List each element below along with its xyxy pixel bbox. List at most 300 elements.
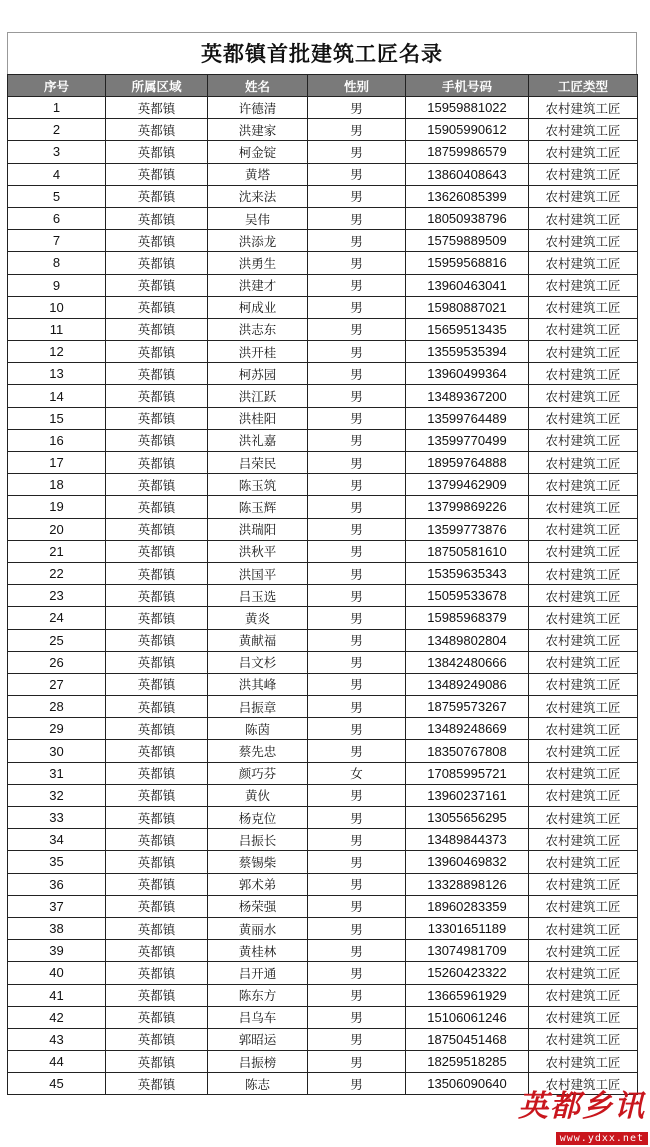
cell-name: 吕文杉 <box>208 651 308 673</box>
cell-name: 蔡锡柴 <box>208 851 308 873</box>
cell-gender: 男 <box>308 940 406 962</box>
table-row <box>8 607 638 629</box>
cell-phone: 18259518285 <box>406 1051 529 1073</box>
cell-name: 洪国平 <box>208 562 308 584</box>
cell-region: 英都镇 <box>106 962 208 984</box>
cell-type: 农村建筑工匠 <box>529 429 638 451</box>
cell-phone: 18350767808 <box>406 740 529 762</box>
cell-index: 14 <box>8 385 106 407</box>
table-row <box>8 851 638 873</box>
cell-phone: 15959881022 <box>406 97 529 119</box>
cell-type: 农村建筑工匠 <box>529 385 638 407</box>
cell-region: 英都镇 <box>106 762 208 784</box>
cell-gender: 男 <box>308 452 406 474</box>
cell-index: 26 <box>8 651 106 673</box>
cell-name: 黄献福 <box>208 629 308 651</box>
cell-region: 英都镇 <box>106 540 208 562</box>
table-row <box>8 718 638 740</box>
table-row <box>8 385 638 407</box>
cell-phone: 15905990612 <box>406 119 529 141</box>
cell-phone: 13960237161 <box>406 784 529 806</box>
cell-phone: 13489249086 <box>406 673 529 695</box>
cell-region: 英都镇 <box>106 562 208 584</box>
watermark <box>502 1081 650 1147</box>
cell-index: 40 <box>8 962 106 984</box>
cell-index: 41 <box>8 984 106 1006</box>
table-row <box>8 363 638 385</box>
cell-region: 英都镇 <box>106 207 208 229</box>
cell-name: 吕乌车 <box>208 1006 308 1028</box>
cell-gender: 男 <box>308 163 406 185</box>
cell-name: 黄丽水 <box>208 917 308 939</box>
cell-phone: 13960499364 <box>406 363 529 385</box>
cell-index: 17 <box>8 452 106 474</box>
cell-gender: 男 <box>308 474 406 496</box>
cell-index: 8 <box>8 252 106 274</box>
cell-name: 洪志东 <box>208 318 308 340</box>
cell-phone: 13599764489 <box>406 407 529 429</box>
table-row <box>8 185 638 207</box>
cell-name: 颜巧芬 <box>208 762 308 784</box>
cell-index: 38 <box>8 917 106 939</box>
table-row <box>8 673 638 695</box>
cell-gender: 男 <box>308 252 406 274</box>
cell-name: 杨荣强 <box>208 895 308 917</box>
table-row <box>8 163 638 185</box>
cell-gender: 男 <box>308 807 406 829</box>
cell-gender: 女 <box>308 762 406 784</box>
cell-name: 黄塔 <box>208 163 308 185</box>
table-row <box>8 1051 638 1073</box>
cell-type: 农村建筑工匠 <box>529 318 638 340</box>
table-row <box>8 762 638 784</box>
document-title: 英都镇首批建筑工匠名录 <box>7 32 637 74</box>
cell-index: 31 <box>8 762 106 784</box>
cell-region: 英都镇 <box>106 385 208 407</box>
cell-phone: 13074981709 <box>406 940 529 962</box>
cell-type: 农村建筑工匠 <box>529 962 638 984</box>
cell-name: 黄伙 <box>208 784 308 806</box>
cell-phone: 15985968379 <box>406 607 529 629</box>
cell-name: 洪江跃 <box>208 385 308 407</box>
cell-region: 英都镇 <box>106 784 208 806</box>
cell-phone: 13489248669 <box>406 718 529 740</box>
cell-gender: 男 <box>308 1006 406 1028</box>
cell-name: 吕玉选 <box>208 585 308 607</box>
cell-index: 36 <box>8 873 106 895</box>
cell-index: 19 <box>8 496 106 518</box>
cell-region: 英都镇 <box>106 97 208 119</box>
cell-name: 洪开桂 <box>208 341 308 363</box>
cell-gender: 男 <box>308 429 406 451</box>
cell-region: 英都镇 <box>106 518 208 540</box>
cell-gender: 男 <box>308 1073 406 1095</box>
table-row <box>8 474 638 496</box>
watermark-url: www.ydxx.net <box>556 1132 648 1145</box>
table-row <box>8 296 638 318</box>
table-row <box>8 429 638 451</box>
cell-region: 英都镇 <box>106 141 208 163</box>
cell-index: 39 <box>8 940 106 962</box>
cell-region: 英都镇 <box>106 296 208 318</box>
table-row <box>8 807 638 829</box>
cell-region: 英都镇 <box>106 696 208 718</box>
cell-name: 黄炎 <box>208 607 308 629</box>
cell-gender: 男 <box>308 274 406 296</box>
cell-index: 29 <box>8 718 106 740</box>
column-header-type: 工匠类型 <box>529 75 638 97</box>
cell-index: 44 <box>8 1051 106 1073</box>
table-row <box>8 540 638 562</box>
table-row <box>8 651 638 673</box>
cell-phone: 15959568816 <box>406 252 529 274</box>
cell-type: 农村建筑工匠 <box>529 940 638 962</box>
cell-region: 英都镇 <box>106 318 208 340</box>
cell-name: 洪添龙 <box>208 230 308 252</box>
table-row <box>8 696 638 718</box>
cell-gender: 男 <box>308 673 406 695</box>
cell-type: 农村建筑工匠 <box>529 230 638 252</box>
cell-name: 柯金锭 <box>208 141 308 163</box>
cell-name: 杨克位 <box>208 807 308 829</box>
cell-region: 英都镇 <box>106 940 208 962</box>
cell-gender: 男 <box>308 141 406 163</box>
cell-type: 农村建筑工匠 <box>529 585 638 607</box>
cell-region: 英都镇 <box>106 873 208 895</box>
cell-type: 农村建筑工匠 <box>529 1051 638 1073</box>
table-row <box>8 97 638 119</box>
cell-index: 2 <box>8 119 106 141</box>
cell-name: 郭术弟 <box>208 873 308 895</box>
cell-region: 英都镇 <box>106 607 208 629</box>
cell-region: 英都镇 <box>106 1028 208 1050</box>
column-header-name: 姓名 <box>208 75 308 97</box>
table-row <box>8 984 638 1006</box>
cell-index: 24 <box>8 607 106 629</box>
table-row <box>8 740 638 762</box>
cell-region: 英都镇 <box>106 363 208 385</box>
cell-region: 英都镇 <box>106 474 208 496</box>
cell-phone: 13842480666 <box>406 651 529 673</box>
cell-gender: 男 <box>308 185 406 207</box>
cell-phone: 18960283359 <box>406 895 529 917</box>
cell-index: 34 <box>8 829 106 851</box>
cell-name: 洪其峰 <box>208 673 308 695</box>
cell-index: 30 <box>8 740 106 762</box>
cell-type: 农村建筑工匠 <box>529 496 638 518</box>
cell-gender: 男 <box>308 207 406 229</box>
cell-region: 英都镇 <box>106 341 208 363</box>
cell-type: 农村建筑工匠 <box>529 296 638 318</box>
cell-gender: 男 <box>308 962 406 984</box>
cell-type: 农村建筑工匠 <box>529 740 638 762</box>
cell-gender: 男 <box>308 562 406 584</box>
cell-name: 吕振章 <box>208 696 308 718</box>
watermark-text: 英都乡讯 <box>518 1089 646 1124</box>
cell-region: 英都镇 <box>106 673 208 695</box>
cell-phone: 13860408643 <box>406 163 529 185</box>
cell-name: 陈东方 <box>208 984 308 1006</box>
cell-index: 6 <box>8 207 106 229</box>
cell-type: 农村建筑工匠 <box>529 784 638 806</box>
cell-gender: 男 <box>308 518 406 540</box>
cell-name: 洪建才 <box>208 274 308 296</box>
cell-name: 吕振长 <box>208 829 308 851</box>
cell-index: 11 <box>8 318 106 340</box>
cell-phone: 13301651189 <box>406 917 529 939</box>
cell-type: 农村建筑工匠 <box>529 807 638 829</box>
cell-region: 英都镇 <box>106 1006 208 1028</box>
table-row <box>8 784 638 806</box>
cell-index: 15 <box>8 407 106 429</box>
cell-region: 英都镇 <box>106 496 208 518</box>
cell-index: 3 <box>8 141 106 163</box>
cell-phone: 13328898126 <box>406 873 529 895</box>
cell-phone: 13489802804 <box>406 629 529 651</box>
cell-phone: 13960463041 <box>406 274 529 296</box>
cell-region: 英都镇 <box>106 452 208 474</box>
cell-type: 农村建筑工匠 <box>529 407 638 429</box>
cell-type: 农村建筑工匠 <box>529 1028 638 1050</box>
cell-gender: 男 <box>308 917 406 939</box>
cell-gender: 男 <box>308 407 406 429</box>
cell-index: 32 <box>8 784 106 806</box>
cell-phone: 13506090640 <box>406 1073 529 1095</box>
cell-phone: 13960469832 <box>406 851 529 873</box>
table-row <box>8 873 638 895</box>
cell-type: 农村建筑工匠 <box>529 163 638 185</box>
cell-gender: 男 <box>308 851 406 873</box>
cell-region: 英都镇 <box>106 274 208 296</box>
table-row <box>8 318 638 340</box>
cell-name: 沈来法 <box>208 185 308 207</box>
cell-name: 洪建家 <box>208 119 308 141</box>
cell-region: 英都镇 <box>106 429 208 451</box>
cell-index: 13 <box>8 363 106 385</box>
cell-gender: 男 <box>308 496 406 518</box>
cell-gender: 男 <box>308 829 406 851</box>
cell-phone: 13626085399 <box>406 185 529 207</box>
cell-gender: 男 <box>308 696 406 718</box>
table-row <box>8 940 638 962</box>
cell-index: 22 <box>8 562 106 584</box>
cell-region: 英都镇 <box>106 718 208 740</box>
cell-type: 农村建筑工匠 <box>529 518 638 540</box>
cell-phone: 13665961929 <box>406 984 529 1006</box>
cell-type: 农村建筑工匠 <box>529 252 638 274</box>
cell-gender: 男 <box>308 540 406 562</box>
table-row <box>8 207 638 229</box>
cell-type: 农村建筑工匠 <box>529 474 638 496</box>
cell-index: 33 <box>8 807 106 829</box>
table-body <box>8 97 638 1095</box>
cell-region: 英都镇 <box>106 230 208 252</box>
table-row <box>8 452 638 474</box>
cell-type: 农村建筑工匠 <box>529 141 638 163</box>
cell-gender: 男 <box>308 296 406 318</box>
artisan-table <box>7 74 638 1095</box>
cell-type: 农村建筑工匠 <box>529 97 638 119</box>
cell-gender: 男 <box>308 97 406 119</box>
cell-phone: 15359635343 <box>406 562 529 584</box>
cell-type: 农村建筑工匠 <box>529 540 638 562</box>
cell-index: 10 <box>8 296 106 318</box>
cell-name: 许德清 <box>208 97 308 119</box>
table-row <box>8 141 638 163</box>
cell-type: 农村建筑工匠 <box>529 718 638 740</box>
cell-type: 农村建筑工匠 <box>529 984 638 1006</box>
cell-gender: 男 <box>308 873 406 895</box>
cell-name: 陈玉筑 <box>208 474 308 496</box>
cell-gender: 男 <box>308 895 406 917</box>
cell-gender: 男 <box>308 119 406 141</box>
cell-name: 郭昭运 <box>208 1028 308 1050</box>
cell-region: 英都镇 <box>106 807 208 829</box>
cell-index: 25 <box>8 629 106 651</box>
cell-index: 27 <box>8 673 106 695</box>
cell-phone: 15106061246 <box>406 1006 529 1028</box>
cell-phone: 18750581610 <box>406 540 529 562</box>
cell-phone: 15659513435 <box>406 318 529 340</box>
cell-index: 18 <box>8 474 106 496</box>
cell-type: 农村建筑工匠 <box>529 873 638 895</box>
cell-gender: 男 <box>308 363 406 385</box>
cell-phone: 13599773876 <box>406 518 529 540</box>
cell-region: 英都镇 <box>106 1051 208 1073</box>
table-row <box>8 829 638 851</box>
cell-index: 12 <box>8 341 106 363</box>
cell-region: 英都镇 <box>106 163 208 185</box>
cell-region: 英都镇 <box>106 185 208 207</box>
cell-index: 21 <box>8 540 106 562</box>
cell-region: 英都镇 <box>106 585 208 607</box>
cell-index: 43 <box>8 1028 106 1050</box>
cell-type: 农村建筑工匠 <box>529 673 638 695</box>
cell-region: 英都镇 <box>106 851 208 873</box>
cell-gender: 男 <box>308 385 406 407</box>
table-row <box>8 518 638 540</box>
cell-type: 农村建筑工匠 <box>529 1073 638 1095</box>
table-row <box>8 1006 638 1028</box>
table-row <box>8 585 638 607</box>
cell-phone: 15759889509 <box>406 230 529 252</box>
column-header-region: 所属区域 <box>106 75 208 97</box>
table-row <box>8 962 638 984</box>
cell-name: 洪桂阳 <box>208 407 308 429</box>
cell-name: 陈茵 <box>208 718 308 740</box>
cell-name: 陈玉辉 <box>208 496 308 518</box>
column-header-gender: 性别 <box>308 75 406 97</box>
table-header-row <box>8 75 638 97</box>
cell-name: 吕振榜 <box>208 1051 308 1073</box>
cell-type: 农村建筑工匠 <box>529 607 638 629</box>
cell-phone: 13489367200 <box>406 385 529 407</box>
cell-index: 42 <box>8 1006 106 1028</box>
cell-gender: 男 <box>308 740 406 762</box>
cell-phone: 13559535394 <box>406 341 529 363</box>
cell-phone: 18750451468 <box>406 1028 529 1050</box>
cell-index: 7 <box>8 230 106 252</box>
table-row <box>8 895 638 917</box>
cell-index: 20 <box>8 518 106 540</box>
cell-type: 农村建筑工匠 <box>529 829 638 851</box>
cell-phone: 18050938796 <box>406 207 529 229</box>
table-row <box>8 917 638 939</box>
cell-name: 黄桂林 <box>208 940 308 962</box>
cell-type: 农村建筑工匠 <box>529 562 638 584</box>
cell-phone: 18759573267 <box>406 696 529 718</box>
cell-index: 4 <box>8 163 106 185</box>
cell-phone: 13599770499 <box>406 429 529 451</box>
cell-type: 农村建筑工匠 <box>529 917 638 939</box>
column-header-index: 序号 <box>8 75 106 97</box>
cell-type: 农村建筑工匠 <box>529 762 638 784</box>
cell-gender: 男 <box>308 629 406 651</box>
cell-type: 农村建筑工匠 <box>529 119 638 141</box>
cell-region: 英都镇 <box>106 829 208 851</box>
cell-name: 吕荣民 <box>208 452 308 474</box>
cell-phone: 15059533678 <box>406 585 529 607</box>
cell-name: 洪勇生 <box>208 252 308 274</box>
cell-gender: 男 <box>308 585 406 607</box>
cell-name: 柯成业 <box>208 296 308 318</box>
name-list-sheet <box>7 32 637 1095</box>
cell-region: 英都镇 <box>106 651 208 673</box>
cell-phone: 13799869226 <box>406 496 529 518</box>
cell-region: 英都镇 <box>106 1073 208 1095</box>
cell-phone: 17085995721 <box>406 762 529 784</box>
cell-name: 洪礼嘉 <box>208 429 308 451</box>
cell-name: 吕开通 <box>208 962 308 984</box>
cell-phone: 18759986579 <box>406 141 529 163</box>
cell-gender: 男 <box>308 607 406 629</box>
cell-type: 农村建筑工匠 <box>529 651 638 673</box>
cell-name: 柯苏园 <box>208 363 308 385</box>
cell-phone: 13489844373 <box>406 829 529 851</box>
cell-region: 英都镇 <box>106 917 208 939</box>
cell-index: 23 <box>8 585 106 607</box>
cell-index: 45 <box>8 1073 106 1095</box>
table-row <box>8 230 638 252</box>
cell-index: 1 <box>8 97 106 119</box>
table-row <box>8 407 638 429</box>
table-row <box>8 496 638 518</box>
cell-name: 陈志 <box>208 1073 308 1095</box>
cell-phone: 13055656295 <box>406 807 529 829</box>
cell-type: 农村建筑工匠 <box>529 1006 638 1028</box>
cell-gender: 男 <box>308 318 406 340</box>
cell-index: 9 <box>8 274 106 296</box>
cell-index: 37 <box>8 895 106 917</box>
cell-region: 英都镇 <box>106 407 208 429</box>
cell-name: 洪秋平 <box>208 540 308 562</box>
cell-gender: 男 <box>308 651 406 673</box>
column-header-phone: 手机号码 <box>406 75 529 97</box>
cell-phone: 15980887021 <box>406 296 529 318</box>
cell-type: 农村建筑工匠 <box>529 696 638 718</box>
cell-region: 英都镇 <box>106 119 208 141</box>
table-row <box>8 1028 638 1050</box>
cell-gender: 男 <box>308 784 406 806</box>
cell-name: 洪瑞阳 <box>208 518 308 540</box>
cell-index: 28 <box>8 696 106 718</box>
cell-type: 农村建筑工匠 <box>529 207 638 229</box>
table-row <box>8 562 638 584</box>
cell-index: 5 <box>8 185 106 207</box>
cell-gender: 男 <box>308 230 406 252</box>
cell-type: 农村建筑工匠 <box>529 274 638 296</box>
cell-gender: 男 <box>308 984 406 1006</box>
